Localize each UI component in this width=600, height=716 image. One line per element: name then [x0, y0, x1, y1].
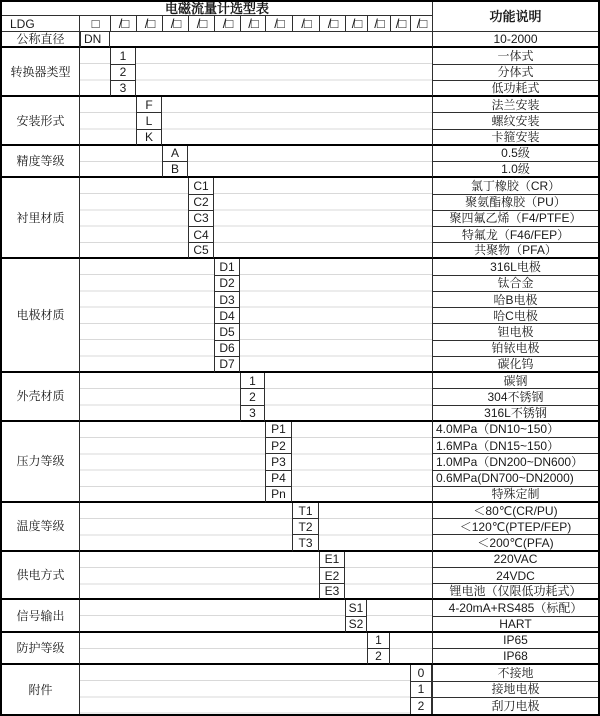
code-cell: T2 — [292, 519, 319, 535]
description-cell: 0.6MPa(DN700~DN2000) — [432, 471, 598, 487]
empty-cell — [80, 552, 319, 601]
empty-cell — [80, 633, 367, 665]
category-label: 供电方式 — [2, 552, 80, 601]
empty-cell — [80, 146, 162, 178]
description-cell: 304不锈钢 — [432, 389, 598, 405]
empty-cell — [80, 373, 240, 422]
code-cell: 3 — [110, 81, 136, 97]
description-cell: 0.5级 — [432, 146, 598, 162]
code-cell: C1 — [188, 178, 214, 194]
empty-cell — [367, 600, 432, 632]
code-cell: P3 — [265, 454, 292, 470]
description-cell: 钽电极 — [432, 324, 598, 340]
description-cell: ＜80℃(CR/PU) — [432, 503, 598, 519]
description-cell: 哈B电极 — [432, 292, 598, 308]
empty-cell — [136, 48, 432, 97]
description-cell: 一体式 — [432, 48, 598, 64]
description-cell: IP68 — [432, 649, 598, 665]
code-cell: S2 — [345, 617, 367, 633]
description-cell: 铂铱电极 — [432, 341, 598, 357]
description-cell: 316L电极 — [432, 259, 598, 275]
description-cell: 卡箍安装 — [432, 130, 598, 146]
code-cell: C4 — [188, 227, 214, 243]
empty-cell — [292, 422, 432, 503]
model-code-label: LDG — [2, 16, 80, 32]
description-cell: 刮刀电极 — [432, 698, 598, 714]
code-cell: C3 — [188, 211, 214, 227]
code-cell: 2 — [110, 65, 136, 81]
code-cell: Pn — [265, 487, 292, 503]
code-box-cell: /□ — [214, 16, 240, 32]
description-cell: 法兰安装 — [432, 97, 598, 113]
description-cell: HART — [432, 617, 598, 633]
category-label: 转换器类型 — [2, 48, 80, 97]
empty-cell — [345, 552, 432, 601]
code-cell: 2 — [410, 698, 432, 714]
code-box-cell: /□ — [319, 16, 345, 32]
category-label: 压力等级 — [2, 422, 80, 503]
description-cell: ＜200℃(PFA) — [432, 535, 598, 551]
code-cell: D6 — [214, 341, 240, 357]
empty-cell — [80, 259, 214, 373]
code-cell: F — [136, 97, 162, 113]
code-cell: C5 — [188, 243, 214, 259]
code-box-cell: /□ — [345, 16, 367, 32]
function-column-header: 功能说明 — [432, 2, 598, 32]
code-cell: 1 — [240, 373, 265, 389]
description-cell: 316L不锈钢 — [432, 406, 598, 422]
code-box-cell: □ — [80, 16, 110, 32]
code-cell: E3 — [319, 584, 345, 600]
description-cell: 共聚物（PFA） — [432, 243, 598, 259]
empty-cell — [240, 259, 432, 373]
empty-cell — [390, 633, 432, 665]
empty-cell — [319, 503, 432, 552]
category-label: 信号输出 — [2, 600, 80, 632]
category-label: 精度等级 — [2, 146, 80, 178]
empty-cell — [80, 600, 345, 632]
description-cell: 24VDC — [432, 568, 598, 584]
empty-cell — [80, 422, 265, 503]
code-box-cell: /□ — [188, 16, 214, 32]
code-cell: A — [162, 146, 188, 162]
empty-cell — [214, 178, 432, 259]
empty-cell — [80, 97, 136, 146]
description-cell: IP65 — [432, 633, 598, 649]
code-box-cell: /□ — [367, 16, 390, 32]
description-cell: 10-2000 — [432, 32, 598, 48]
description-cell: 碳钢 — [432, 373, 598, 389]
code-cell: 2 — [240, 389, 265, 405]
description-cell: 4-20mA+RS485（标配） — [432, 600, 598, 616]
code-cell: 1 — [367, 633, 390, 649]
empty-cell — [80, 48, 110, 97]
code-cell: D7 — [214, 357, 240, 373]
description-cell: 不接地 — [432, 665, 598, 681]
code-cell: T1 — [292, 503, 319, 519]
empty-cell — [80, 178, 188, 259]
empty-cell — [80, 665, 410, 714]
description-cell: 1.6MPa（DN15~150） — [432, 438, 598, 454]
code-cell: DN — [80, 32, 110, 48]
description-cell: 聚四氟乙烯（F4/PTFE） — [432, 211, 598, 227]
description-cell: 接地电极 — [432, 682, 598, 698]
code-cell: P1 — [265, 422, 292, 438]
category-label: 温度等级 — [2, 503, 80, 552]
code-cell: S1 — [345, 600, 367, 616]
description-cell: 锂电池（仅限低功耗式） — [432, 584, 598, 600]
category-label: 防护等级 — [2, 633, 80, 665]
category-label: 外壳材质 — [2, 373, 80, 422]
category-label: 公称直径 — [2, 32, 80, 48]
code-box-cell: /□ — [240, 16, 265, 32]
description-cell: 低功耗式 — [432, 81, 598, 97]
code-box-cell: /□ — [292, 16, 319, 32]
code-box-cell: /□ — [410, 16, 432, 32]
description-cell: 特氟龙（F46/FEP） — [432, 227, 598, 243]
code-cell: T3 — [292, 535, 319, 551]
description-cell: 220VAC — [432, 552, 598, 568]
code-cell: D1 — [214, 259, 240, 275]
code-box-cell: /□ — [110, 16, 136, 32]
description-cell: 螺纹安装 — [432, 113, 598, 129]
code-cell: 2 — [367, 649, 390, 665]
description-cell: 碳化钨 — [432, 357, 598, 373]
empty-cell — [188, 146, 432, 178]
description-cell: 哈C电极 — [432, 308, 598, 324]
code-cell: D3 — [214, 292, 240, 308]
empty-cell — [110, 32, 432, 48]
code-box-cell: /□ — [265, 16, 292, 32]
empty-cell — [265, 373, 432, 422]
code-cell: B — [162, 162, 188, 178]
description-cell: 特殊定制 — [432, 487, 598, 503]
description-cell: 1.0MPa（DN200~DN600） — [432, 454, 598, 470]
code-cell: E1 — [319, 552, 345, 568]
code-cell: D2 — [214, 276, 240, 292]
category-label: 安装形式 — [2, 97, 80, 146]
code-cell: P2 — [265, 438, 292, 454]
empty-cell — [80, 503, 292, 552]
code-cell: K — [136, 130, 162, 146]
code-cell: P4 — [265, 471, 292, 487]
code-cell: C2 — [188, 195, 214, 211]
code-box-cell: /□ — [136, 16, 162, 32]
category-label: 附件 — [2, 665, 80, 714]
category-label: 电极材质 — [2, 259, 80, 373]
code-cell: D4 — [214, 308, 240, 324]
code-cell: 0 — [410, 665, 432, 681]
description-cell: 聚氨酯橡胶（PU） — [432, 195, 598, 211]
code-cell: D5 — [214, 324, 240, 340]
code-cell: 1 — [410, 682, 432, 698]
description-cell: 分体式 — [432, 65, 598, 81]
code-box-cell: /□ — [390, 16, 410, 32]
code-cell: 1 — [110, 48, 136, 64]
description-cell: 氯丁橡胶（CR） — [432, 178, 598, 194]
code-cell: E2 — [319, 568, 345, 584]
description-cell: 1.0级 — [432, 162, 598, 178]
code-box-cell: /□ — [162, 16, 188, 32]
code-cell: L — [136, 113, 162, 129]
code-cell: 3 — [240, 406, 265, 422]
description-cell: 4.0MPa（DN10~150） — [432, 422, 598, 438]
description-cell: ＜120℃(PTEP/FEP) — [432, 519, 598, 535]
empty-cell — [162, 97, 432, 146]
category-label: 衬里材质 — [2, 178, 80, 259]
description-cell: 钛合金 — [432, 276, 598, 292]
table-title: 电磁流量计选型表 — [2, 2, 432, 16]
